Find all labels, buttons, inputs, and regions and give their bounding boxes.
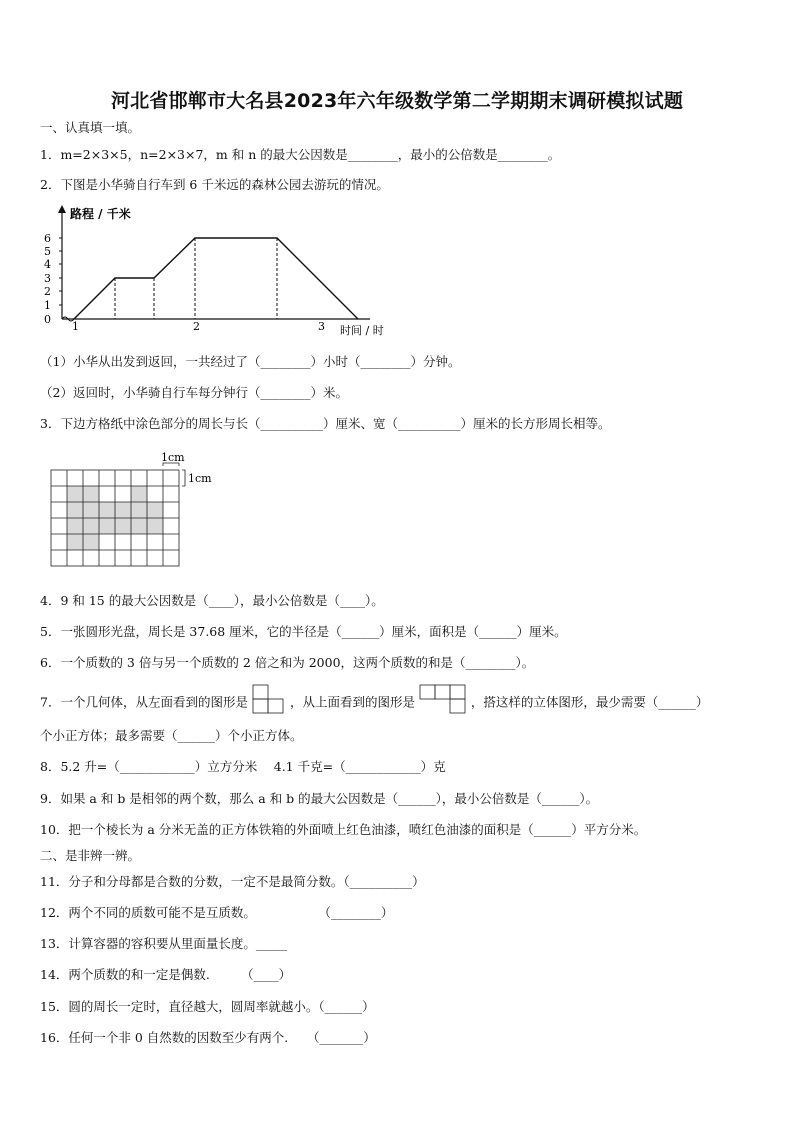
x-tick-2: 2 xyxy=(193,320,200,333)
y-tick-2: 2 xyxy=(44,285,51,298)
question-11: 11．分子和分母都是合数的分数，一定不是最简分数。（__________） xyxy=(40,874,425,889)
x-axis-label: 时间 / 时 xyxy=(340,324,384,337)
question-15: 15．圆的周长一定时，直径越大，圆周率就越小。（______） xyxy=(40,999,375,1014)
y-tick-0: 0 xyxy=(44,313,51,326)
question-10: 10．把一个棱长为 a 分米无盖的正方体铁箱的外面喷上红色油漆，喷红色油漆的面积是（______）平方分米。 xyxy=(40,822,647,837)
top-view-shape xyxy=(419,684,467,714)
question-2-part-1: （1）小华从出发到返回，一共经过了（________）小时（________）分钟。 xyxy=(40,354,461,369)
question-3: 3．下边方格纸中涂色部分的周长与长（__________）厘米、宽（__________）厘米的长方形周长相等。 xyxy=(40,416,611,431)
question-2-part-2: （2）返回时，小华骑自行车每分钟行（________）米。 xyxy=(40,385,348,400)
grid-lines xyxy=(51,470,179,566)
unit-label-top: 1cm xyxy=(161,452,185,464)
question-14: 14．两个质数的和一定是偶数. （____） xyxy=(40,967,292,982)
question-7-text-b: ，从上面看到的图形是 xyxy=(289,694,415,710)
question-7-text-c: ，搭这样的立体图形，最少需要（______） xyxy=(470,694,709,710)
y-axis-label: 路程 / 千米 xyxy=(70,207,131,221)
section-heading-fill: 一、认真填一填。 xyxy=(40,120,141,135)
question-16: 16．任何一个非 0 自然数的因数至少有两个. （_______） xyxy=(40,1030,376,1045)
section-heading-judge: 二、是非辨一辨。 xyxy=(40,848,141,863)
question-7-line xyxy=(40,692,708,714)
distance-time-chart xyxy=(40,203,400,338)
y-ticks xyxy=(44,232,62,326)
page-title: 河北省邯郸市大名县2023年六年级数学第二学期期末调研模拟试题 xyxy=(110,90,684,112)
y-tick-3: 3 xyxy=(44,272,51,285)
question-1: 1．m=2×3×5，n=2×3×7，m 和 n 的最大公因数是________，最小的公倍数是________。 xyxy=(40,147,561,162)
y-tick-4: 4 xyxy=(44,258,51,271)
question-13: 13．计算容器的容积要从里面量长度。_____ xyxy=(40,936,288,951)
y-tick-1: 1 xyxy=(44,299,51,312)
left-view-shape xyxy=(252,684,286,714)
x-tick-3: 3 xyxy=(318,320,325,333)
unit-bracket-side xyxy=(182,470,185,486)
question-8: 8．5.2 升=（____________）立方分米 4.1 千克=（____________）克 xyxy=(40,759,446,774)
y-axis-arrow xyxy=(58,205,66,213)
question-9: 9．如果 a 和 b 是相邻的两个数，那么 a 和 b 的最大公因数是（______），最小公倍数是（______）。 xyxy=(40,791,599,806)
y-tick-6: 6 xyxy=(44,232,51,245)
x-tick-1: 1 xyxy=(72,320,79,333)
grid-figure xyxy=(48,452,223,572)
question-2: 2．下图是小华骑自行车到 6 千米远的森林公园去游玩的情况。 xyxy=(40,177,389,192)
question-4: 4．9 和 15 的最大公因数是（____），最小公倍数是（____）。 xyxy=(40,593,384,608)
y-tick-5: 5 xyxy=(44,245,51,258)
question-5: 5．一张圆形光盘，周长是 37.68 厘米，它的半径是（______）厘米，面积是（______）厘米。 xyxy=(40,624,567,639)
question-7-continued: 个小正方体；最多需要（______）个小正方体。 xyxy=(40,728,303,743)
question-12: 12．两个不同的质数可能不是互质数。 （________） xyxy=(40,905,394,920)
unit-label-side: 1cm xyxy=(188,472,212,485)
question-7-text-a: 7．一个几何体，从左面看到的图形是 xyxy=(40,694,248,710)
route-line xyxy=(74,238,358,319)
question-6: 6．一个质数的 3 倍与另一个质数的 2 倍之和为 2000，这两个质数的和是（________）。 xyxy=(40,655,535,670)
